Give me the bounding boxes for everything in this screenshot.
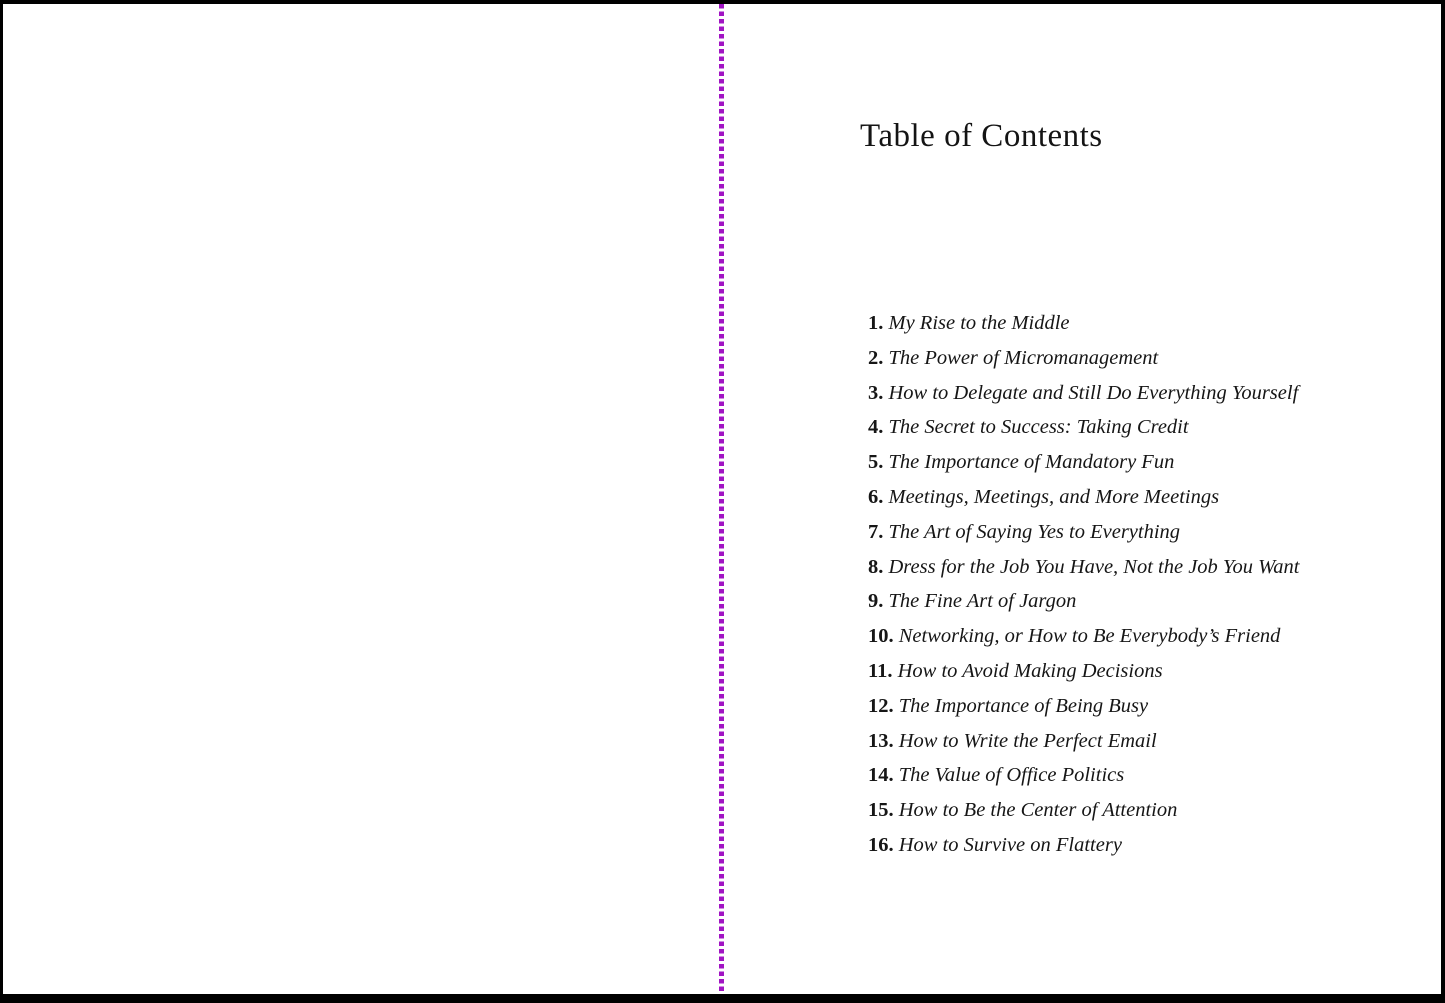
toc-entry-title: The Secret to Success: Taking Credit: [888, 416, 1189, 439]
toc-entry: [868, 654, 1299, 689]
toc-entry-number: 16.: [868, 833, 894, 856]
toc-entry-number: 15.: [868, 799, 894, 822]
toc-entry-number: 10.: [868, 625, 894, 648]
toc-entry-title: How to Survive on Flattery: [898, 833, 1122, 856]
toc-entry-number: 7.: [868, 520, 884, 543]
toc-entry: [868, 515, 1299, 550]
toc-entry-title: Meetings, Meetings, and More Meetings: [888, 485, 1220, 508]
toc-entry-number: 4.: [868, 416, 884, 439]
toc-entry-number: 12.: [868, 694, 894, 717]
toc-entry: [868, 445, 1299, 480]
toc-entry-title: The Art of Saying Yes to Everything: [888, 520, 1181, 543]
toc-entry: [868, 410, 1299, 445]
toc-entry: [868, 550, 1299, 585]
toc-entry-title: The Importance of Mandatory Fun: [888, 451, 1175, 474]
toc-list: [868, 306, 1299, 863]
toc-entry-number: 1.: [868, 312, 884, 334]
toc-title: Table of Contents: [860, 118, 1103, 154]
toc-entry-title: The Importance of Being Busy: [898, 694, 1149, 717]
toc-entry: [868, 828, 1299, 863]
toc-entry-title: Dress for the Job You Have, Not the Job You Want: [888, 555, 1300, 578]
left-page: [3, 4, 719, 994]
toc-entry-number: 2.: [868, 346, 884, 369]
toc-entry: [868, 480, 1299, 515]
toc-entry-number: 9.: [868, 590, 884, 613]
toc-entry: [868, 689, 1299, 724]
toc-entry-number: 13.: [868, 729, 894, 752]
toc-entry-title: The Power of Micromanagement: [888, 346, 1159, 369]
toc-entry: [868, 758, 1299, 793]
toc-entry-title: How to Delegate and Still Do Everything Yourself: [888, 381, 1299, 404]
toc-entry-number: 14.: [868, 764, 894, 787]
toc-entry-title: Networking, or How to Be Everybody’s Friend: [898, 625, 1281, 648]
toc-entry: [868, 341, 1299, 376]
toc-entry-title: The Fine Art of Jargon: [888, 590, 1077, 613]
toc-entry-title: How to Avoid Making Decisions: [897, 659, 1163, 682]
toc-entry-title: How to Be the Center of Attention: [898, 799, 1178, 822]
page-fold-dashed-line: [719, 4, 724, 994]
toc-entry: [868, 619, 1299, 654]
toc-entry-title: My Rise to the Middle: [888, 312, 1070, 334]
toc-entry: [868, 584, 1299, 619]
toc-entry: [868, 376, 1299, 411]
toc-entry-number: 6.: [868, 485, 884, 508]
toc-entry: [868, 306, 1299, 341]
toc-entry-number: 8.: [868, 555, 884, 578]
toc-entry-title: The Value of Office Politics: [898, 764, 1125, 787]
toc-entry-number: 3.: [868, 381, 884, 404]
toc-entry-title: How to Write the Perfect Email: [898, 729, 1157, 752]
toc-entry: [868, 793, 1299, 828]
toc-entry-number: 11.: [868, 659, 893, 682]
toc-entry: [868, 724, 1299, 759]
toc-entry-number: 5.: [868, 451, 884, 474]
